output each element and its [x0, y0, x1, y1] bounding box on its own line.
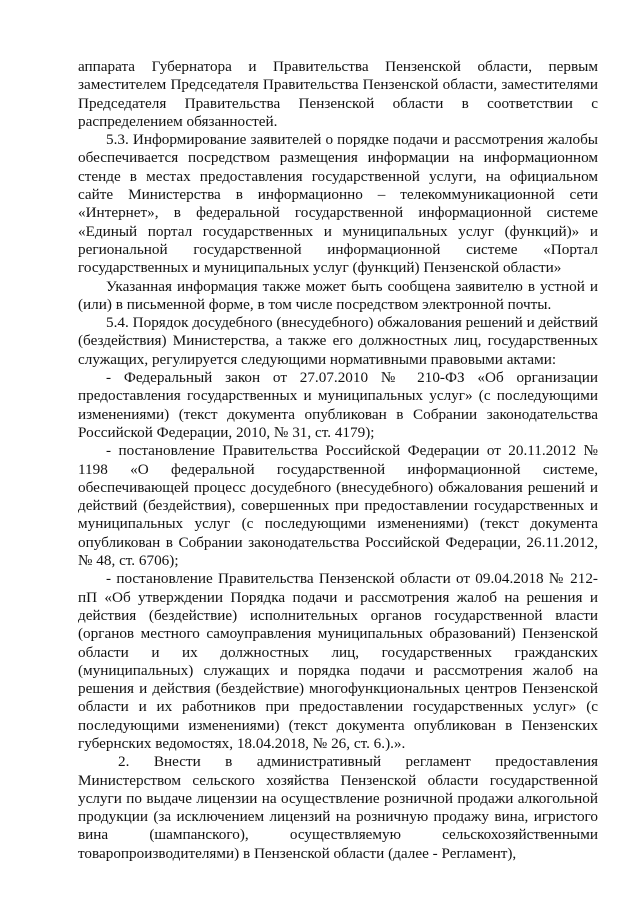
document-page: [78, 58, 598, 863]
paragraph-info-note: Указанная информация также может быть сообщена заявителю в устной и (или) в письменной форме, в том числе посредством электронной почты.: [78, 277, 598, 313]
paragraph-5-4: 5.4. Порядок досудебного (внесудебного) обжалования решений и действий (бездействия) Министерства, а также его должностных лиц, государственных служащих, регулируется следующими нормативными правовыми актами:: [78, 314, 598, 368]
paragraph-continuation: аппарата Губернатора и Правительства Пензенской области, первым заместителем Председателя Правительства Пензенской области, заместителями Председателя Правительства Пензенской области в соответствии с распределением обязанностей.: [78, 58, 598, 130]
list-item-rf-resolution: - постановление Правительства Российской Федерации от 20.11.2012 № 1198 «О федеральной государственной информационной системе, обеспечивающей процесс досудебного (внесудебного) обжалования решений и действий (бездействия), совершенных при предоставлении государственных и муниципальных услуг (с последующими изменениями) (текст документа опубликован в Собрании законодательства Российской Федерации, 26.11.2012, № 48, ст. 6706);: [78, 442, 598, 570]
list-item-penza-resolution: - постановление Правительства Пензенской области от 09.04.2018 № 212-пП «Об утверждении Порядка подачи и рассмотрения жалоб на решения и действия (бездействие) исполнительных органов государственной власти (органов местного самоуправления муниципальных образований) Пензенской области и их должностных лиц, государственных гражданских (муниципальных) служащих и порядка подачи и рассмотрения жалоб на решения и действия (бездействие) многофункциональных центров Пензенской области и их работников при предоставлении государственных услуг» (с последующими изменениями) (текст документа опубликован в Пензенских губернских ведомостях, 18.04.2018, № 26, ст. 6.).».: [78, 570, 598, 752]
paragraph-5-3: 5.3. Информирование заявителей о порядке подачи и рассмотрения жалобы обеспечивается посредством размещения информации на информационном стенде в местах предоставления государственной услуги, на официальном сайте Министерства в информационно – телекоммуникационной сети «Интернет», в федеральной государственной информационной системе «Единый портал государственных и муниципальных услуг (функций)» и региональной государственной информационной системе «Портал государственных и муниципальных услуг (функций) Пензенской области»: [78, 131, 598, 277]
paragraph-item-2: 2. Внести в административный регламент предоставления Министерством сельского хозяйства Пензенской области государственной услуги по выдаче лицензии на осуществление розничной продажи алкогольной продукции (за исключением лицензий на розничную продажу вина, игристого вина (шампанского), осуществляемую сельскохозяйственными товаропроизводителями) в Пензенской области (далее - Регламент),: [78, 753, 598, 862]
list-item-federal-law: - Федеральный закон от 27.07.2010 № 210-ФЗ «Об организации предоставления государственных и муниципальных услуг» (с последующими изменениями) (текст документа опубликован в Собрании законодательства Российской Федерации, 2010, № 31, ст. 4179);: [78, 369, 598, 441]
